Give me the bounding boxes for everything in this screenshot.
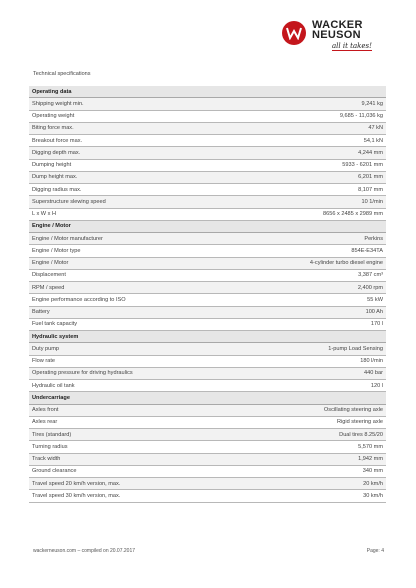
logo-text-line1: WACKER bbox=[312, 19, 363, 31]
spec-label: Superstructure slewing speed bbox=[32, 198, 106, 205]
spec-label: Track width bbox=[32, 456, 61, 463]
spec-label: Breakout force max. bbox=[32, 137, 83, 144]
section-title: Engine / Motor bbox=[32, 223, 71, 230]
spec-value: 5,570 mm bbox=[358, 443, 383, 450]
spec-label: Duty pump bbox=[32, 345, 60, 352]
spec-value: 2,400 rpm bbox=[357, 284, 383, 291]
spec-row bbox=[29, 417, 386, 429]
spec-row bbox=[29, 123, 386, 135]
spec-row bbox=[29, 245, 386, 257]
spec-value: 440 bar bbox=[364, 370, 383, 377]
spec-row bbox=[29, 368, 386, 380]
footer-source: wackerneuson.com – compiled on 20.07.2017 bbox=[33, 548, 136, 554]
spec-value: Rigid steering axle bbox=[336, 419, 383, 426]
spec-value: 6,201 mm bbox=[358, 174, 383, 181]
spec-value: 10 1/min bbox=[361, 198, 383, 205]
spec-value: Oscillating steering axle bbox=[323, 407, 383, 414]
spec-label: Engine / Motor bbox=[32, 260, 69, 267]
spec-value: 3,387 cm³ bbox=[358, 272, 383, 279]
spec-label: Biting force max. bbox=[32, 125, 74, 132]
spec-row bbox=[29, 466, 386, 478]
spec-row bbox=[29, 209, 386, 221]
logo-tagline: all it takes! bbox=[332, 42, 372, 50]
spec-label: RPM / speed bbox=[32, 284, 65, 291]
section-header bbox=[29, 392, 386, 404]
spec-value: 180 l/min bbox=[360, 358, 383, 365]
spec-label: Engine performance according to ISO bbox=[32, 296, 126, 303]
spec-row bbox=[29, 147, 386, 159]
spec-row bbox=[29, 454, 386, 466]
spec-value: 1-pump Load Sensing bbox=[328, 345, 383, 352]
spec-value: 47 kN bbox=[368, 125, 383, 132]
spec-value: 9,241 kg bbox=[361, 100, 383, 107]
spec-value: 854E-E34TA bbox=[351, 247, 383, 254]
spec-value: 55 kW bbox=[367, 296, 383, 303]
spec-value: 20 km/h bbox=[363, 480, 383, 487]
spec-row bbox=[29, 98, 386, 110]
spec-row bbox=[29, 111, 386, 123]
spec-value: 170 l bbox=[370, 321, 383, 328]
section-title: Undercarriage bbox=[32, 394, 70, 401]
spec-row bbox=[29, 233, 386, 245]
wacker-neuson-logo bbox=[282, 18, 382, 52]
spec-label: Operating weight bbox=[32, 113, 75, 120]
spec-label: Turning radius bbox=[32, 443, 68, 450]
spec-row bbox=[29, 196, 386, 208]
spec-row bbox=[29, 160, 386, 172]
section-title: Operating data bbox=[32, 88, 72, 95]
spec-label: Ground clearance bbox=[32, 468, 77, 475]
spec-label: Tires (standard) bbox=[32, 431, 72, 438]
spec-row bbox=[29, 184, 386, 196]
section-header bbox=[29, 331, 386, 343]
spec-label: Travel speed 20 km/h version, max. bbox=[32, 480, 121, 487]
spec-row bbox=[29, 258, 386, 270]
spec-value: 340 mm bbox=[362, 468, 383, 475]
section-header bbox=[29, 221, 386, 233]
spec-label: Battery bbox=[32, 309, 50, 316]
spec-row bbox=[29, 478, 386, 490]
spec-label: Engine / Motor type bbox=[32, 247, 81, 254]
spec-label: Digging depth max. bbox=[32, 149, 81, 156]
spec-row bbox=[29, 282, 386, 294]
section-header bbox=[29, 86, 386, 98]
spec-label: Fuel tank capacity bbox=[32, 321, 78, 328]
spec-value: 5933 - 6201 mm bbox=[342, 162, 383, 169]
spec-value: 8656 x 2485 x 2989 mm bbox=[322, 211, 383, 218]
spec-value: 120 l bbox=[370, 382, 383, 389]
spec-row bbox=[29, 429, 386, 441]
spec-label: Flow rate bbox=[32, 358, 56, 365]
spec-label: Engine / Motor manufacturer bbox=[32, 235, 103, 242]
spec-value: 100 Ah bbox=[365, 309, 383, 316]
spec-row bbox=[29, 441, 386, 453]
spec-label: Axles front bbox=[32, 407, 59, 414]
spec-row bbox=[29, 343, 386, 355]
spec-value: 4,244 mm bbox=[358, 149, 383, 156]
spec-label: Travel speed 30 km/h version, max. bbox=[32, 492, 121, 499]
spec-value: 8,107 mm bbox=[358, 186, 383, 193]
spec-value: 1,942 mm bbox=[358, 456, 383, 463]
spec-label: Digging radius max. bbox=[32, 186, 82, 193]
spec-label: L x W x H bbox=[32, 211, 57, 218]
section-title: Hydraulic system bbox=[32, 333, 79, 340]
specifications-table bbox=[29, 86, 386, 503]
spec-row bbox=[29, 307, 386, 319]
spec-row bbox=[29, 270, 386, 282]
spec-value: Dual tires 8.25/20 bbox=[339, 431, 383, 438]
spec-row bbox=[29, 356, 386, 368]
spec-label: Dump height max. bbox=[32, 174, 78, 181]
spec-value: 30 km/h bbox=[363, 492, 383, 499]
spec-label: Shipping weight min. bbox=[32, 100, 84, 107]
logo-emblem-icon bbox=[282, 21, 306, 45]
spec-value: Perkins bbox=[364, 235, 383, 242]
spec-value: 9,685 - 11,036 kg bbox=[339, 113, 383, 120]
spec-row bbox=[29, 490, 386, 502]
spec-label: Displacement bbox=[32, 272, 66, 279]
footer-page-number: Page: 4 bbox=[366, 548, 384, 554]
spec-row bbox=[29, 135, 386, 147]
spec-label: Dumping height bbox=[32, 162, 72, 169]
spec-row bbox=[29, 405, 386, 417]
spec-row bbox=[29, 380, 386, 392]
logo-text-line2: NEUSON bbox=[312, 29, 361, 41]
spec-row bbox=[29, 294, 386, 306]
spec-label: Operating pressure for driving hydraulics bbox=[32, 370, 133, 377]
spec-label: Axles rear bbox=[32, 419, 58, 426]
spec-row bbox=[29, 319, 386, 331]
spec-value: 4-cylinder turbo diesel engine bbox=[309, 260, 383, 267]
spec-label: Hydraulic oil tank bbox=[32, 382, 75, 389]
spec-value: 54,1 kN bbox=[363, 137, 383, 144]
document-title: Technical specifications bbox=[33, 71, 91, 77]
spec-row bbox=[29, 172, 386, 184]
